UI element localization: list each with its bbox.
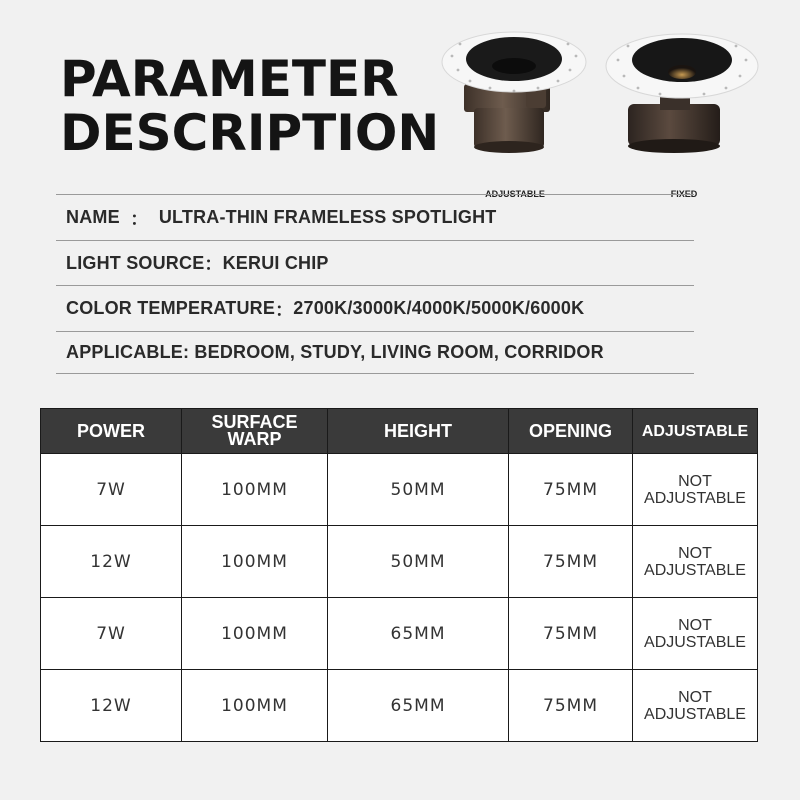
cell-adjustable	[633, 526, 758, 598]
cell-surface: 100MM	[182, 670, 328, 742]
header-adjustable: ADJUSTABLE	[633, 409, 758, 454]
adj-line-2: ADJUSTABLE	[644, 489, 746, 507]
spec-value: 2700K/3000K/4000K/5000K/6000K	[293, 298, 585, 318]
spec-separator: ：	[204, 254, 223, 274]
cell-surface: 100MM	[182, 598, 328, 670]
header-surface-warp	[182, 409, 328, 454]
header-opening: OPENING	[509, 409, 633, 454]
spec-value: KERUI CHIP	[222, 252, 329, 273]
cell-opening: 75MM	[509, 526, 633, 598]
spec-value: BEDROOM, STUDY, LIVING ROOM, CORRIDOR	[194, 342, 604, 362]
cell-power: 12W	[41, 670, 182, 742]
cell-power: 7W	[41, 454, 182, 526]
spec-label: NAME	[66, 207, 125, 227]
cell-height: 65MM	[328, 670, 509, 742]
spec-row-light-source	[56, 240, 694, 285]
product-caption-fixed: FIXED	[670, 189, 698, 199]
spec-label: COLOR TEMPERATURE	[66, 298, 276, 318]
spec-separator: ：	[125, 208, 159, 229]
adj-line-1: NOT	[678, 472, 712, 490]
cell-opening: 75MM	[509, 454, 633, 526]
cell-surface: 100MM	[182, 526, 328, 598]
cell-power: 12W	[41, 526, 182, 598]
cell-adjustable	[633, 670, 758, 742]
adj-line-1: NOT	[678, 688, 712, 706]
title-line-2: DESCRIPTION	[60, 104, 440, 162]
adj-line-2: ADJUSTABLE	[644, 561, 746, 579]
header-surface-line-2: WARP	[227, 429, 282, 449]
cell-opening: 75MM	[509, 670, 633, 742]
spec-separator: :	[183, 342, 195, 362]
cell-opening: 75MM	[509, 598, 633, 670]
spec-row-applicable	[56, 331, 694, 374]
cell-height: 50MM	[328, 526, 509, 598]
product-adjustable	[430, 26, 600, 199]
table-row	[41, 454, 758, 526]
cell-surface: 100MM	[182, 454, 328, 526]
cell-power: 7W	[41, 598, 182, 670]
adj-line-2: ADJUSTABLE	[644, 705, 746, 723]
adj-line-2: ADJUSTABLE	[644, 633, 746, 651]
parameter-table	[40, 408, 758, 742]
cell-adjustable	[633, 598, 758, 670]
cell-adjustable	[633, 454, 758, 526]
cell-height: 50MM	[328, 454, 509, 526]
table-row	[41, 526, 758, 598]
header-height: HEIGHT	[328, 409, 509, 454]
header-surface-line-1: SURFACE	[211, 412, 298, 432]
spec-row-color-temperature	[56, 285, 694, 331]
header-power: POWER	[41, 409, 182, 454]
spec-separator: ：	[275, 299, 294, 320]
cell-height: 65MM	[328, 598, 509, 670]
spec-label: APPLICABLE	[66, 342, 184, 362]
product-caption-adjustable: ADJUSTABLE	[485, 189, 545, 199]
page-title	[60, 52, 439, 160]
spec-value: ULTRA-THIN FRAMELESS SPOTLIGHT	[158, 207, 497, 227]
title-line-1: PARAMETER	[60, 50, 399, 108]
spec-label: LIGHT SOURCE	[66, 252, 205, 273]
spec-row-name	[56, 194, 694, 240]
spec-list	[56, 194, 694, 374]
table-row	[41, 598, 758, 670]
table-row	[41, 670, 758, 742]
adj-line-1: NOT	[678, 544, 712, 562]
adjustable-spotlight-image	[430, 26, 600, 161]
product-fixed	[598, 26, 770, 199]
adj-line-1: NOT	[678, 616, 712, 634]
table-header-row	[41, 409, 758, 454]
fixed-spotlight-image	[598, 26, 770, 161]
